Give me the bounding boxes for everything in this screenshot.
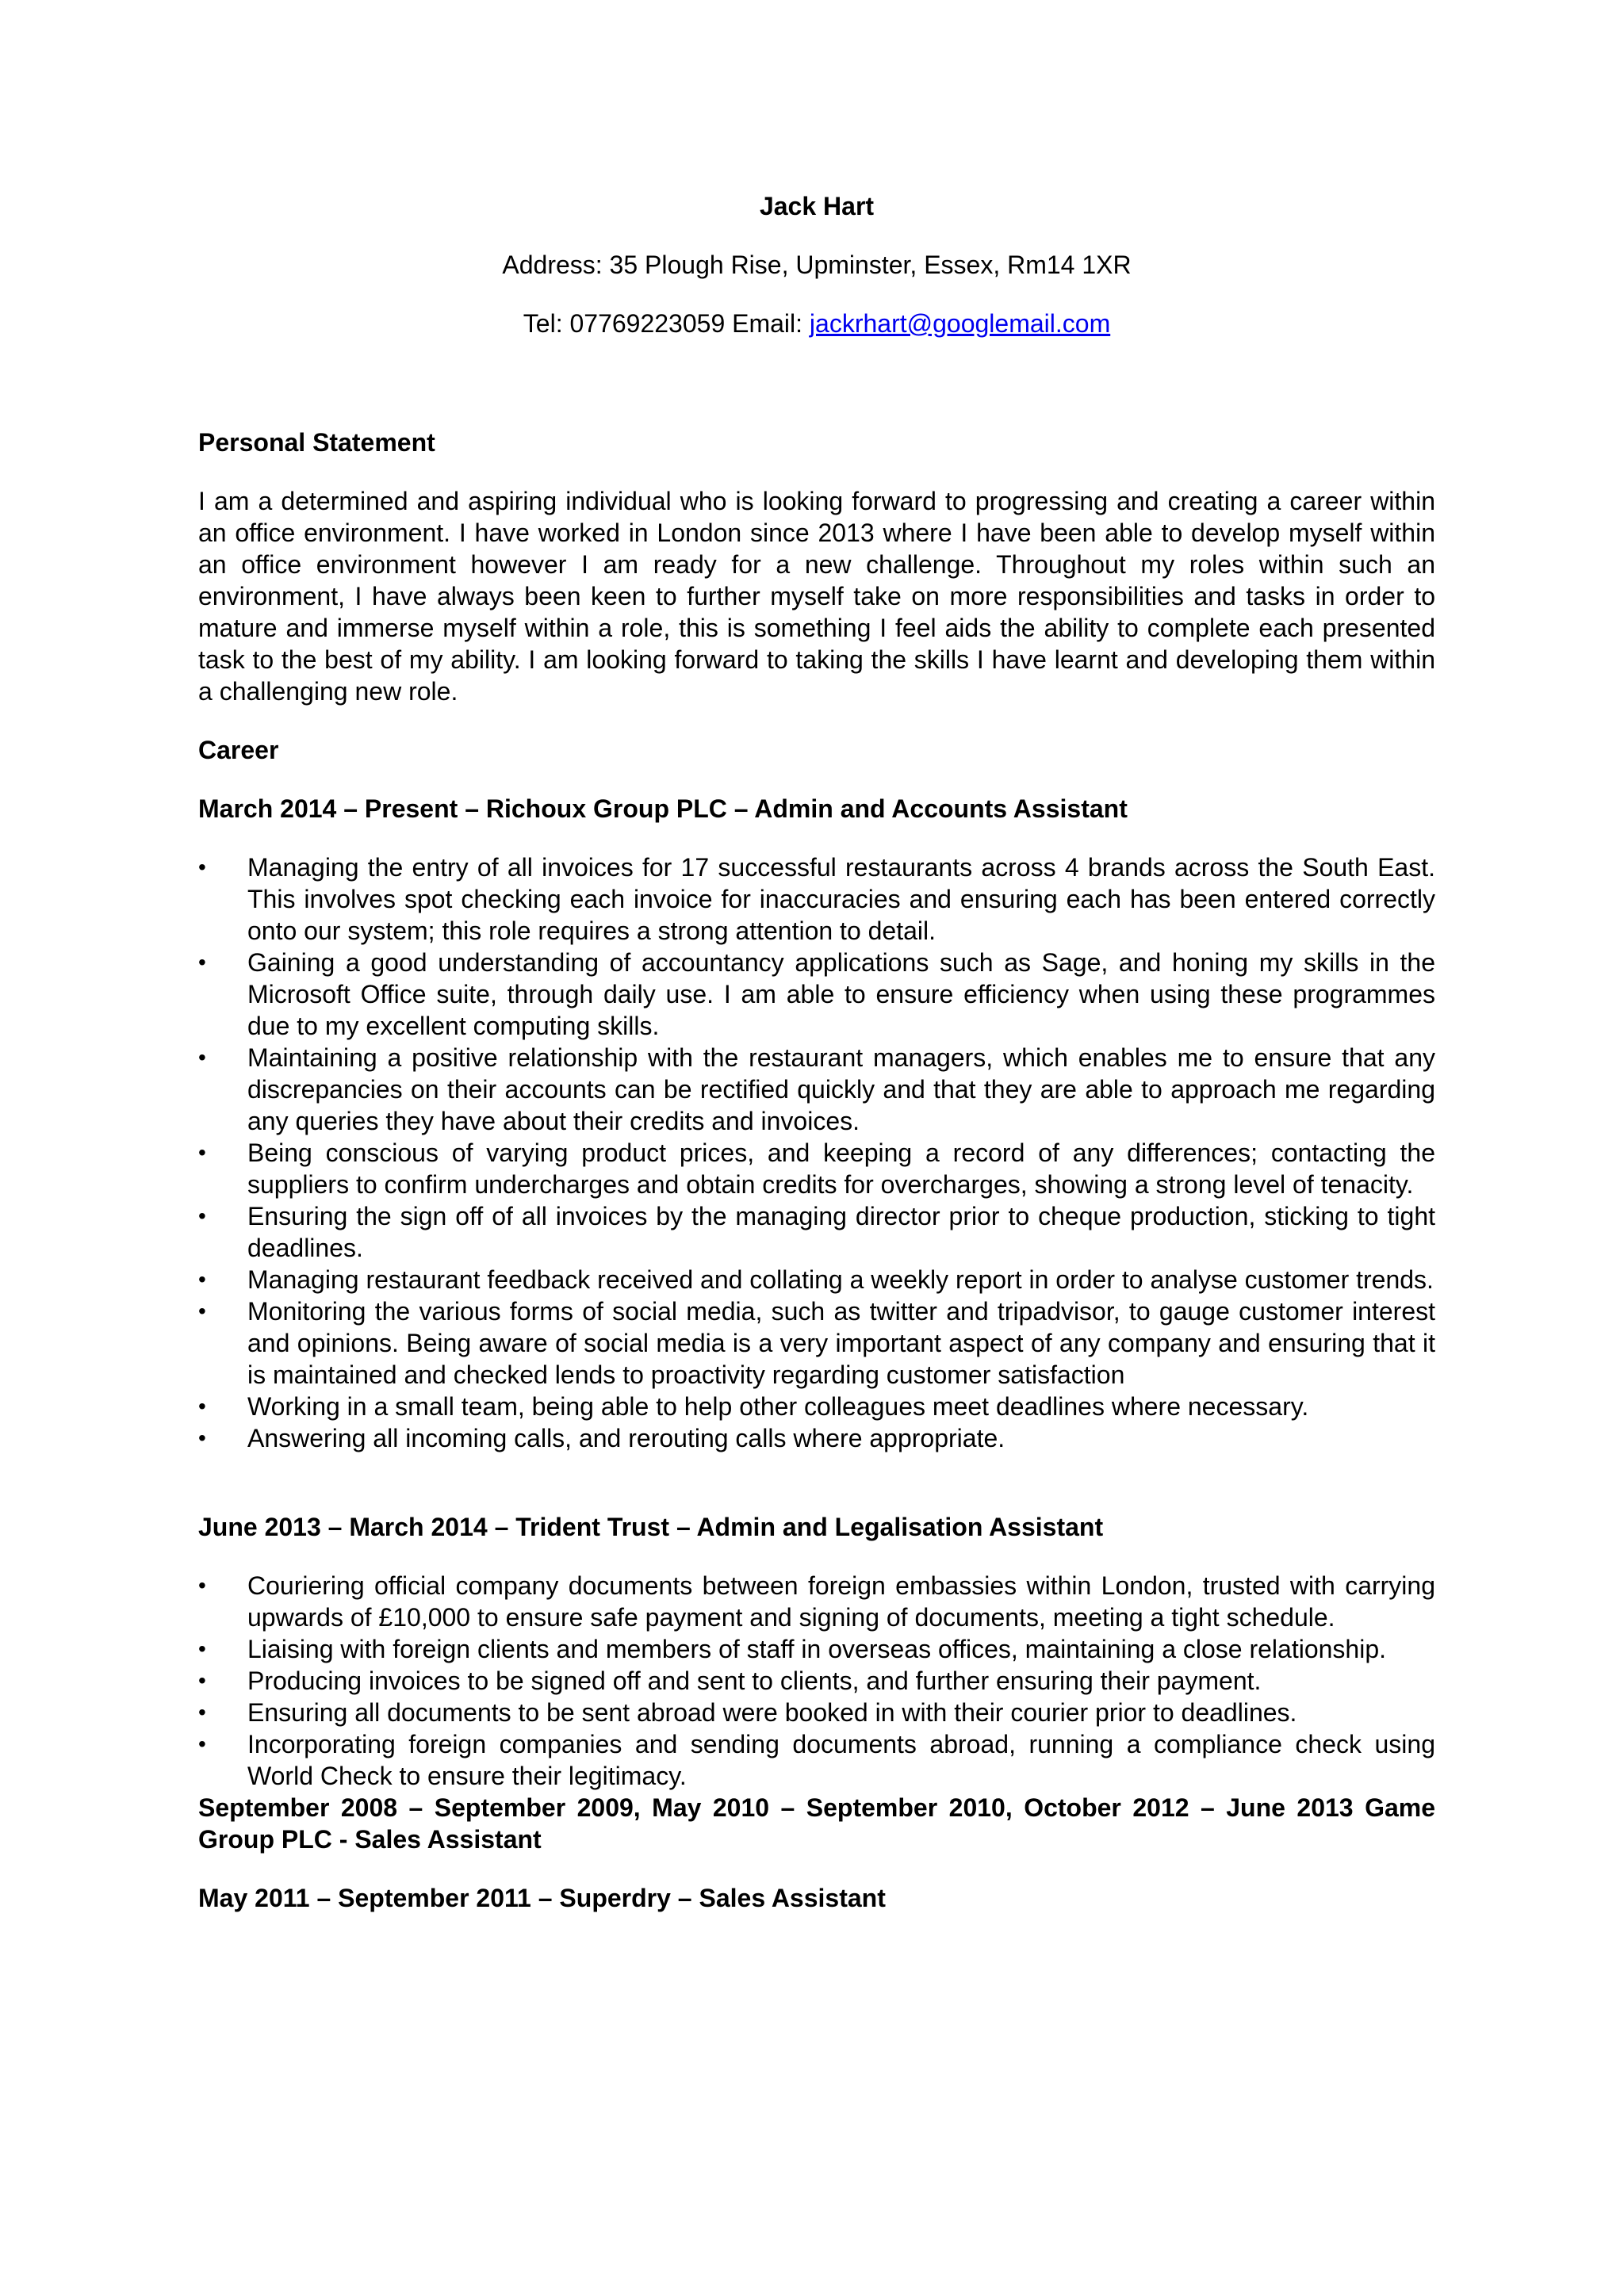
job-title-richoux: March 2014 – Present – Richoux Group PLC – Admin and Accounts Assistant [198,794,1128,823]
list-item: • Ensuring all documents to be sent abroad were booked in with their courier prior to deadlines. [198,1697,1435,1728]
list-item: • Monitoring the various forms of social media, such as twitter and tripadvisor, to gauge customer interest and opinions. Being aware of social media is a very important aspect of any company and ensuring that it is maintained and checked lends to proactivity regarding customer satisfaction [198,1295,1435,1391]
contact-line [198,308,1435,339]
personal-statement-text: I am a determined and aspiring individual who is looking forward to progressing and creating a career within an office environment. I have worked in London since 2013 where I have been able to develop myself within an office environment however I am ready for a new challenge. Throughout my roles within such an environment, I have always been keen to further myself take on more responsibilities and tasks in order to mature and immerse myself within a role, this is something I feel aids the ability to complete each presented task to the best of my ability. I am looking forward to taking the skills I have learnt and developing them within a challenging new role. [198,487,1435,706]
tel-label: Tel: 07769223059 Email: [523,309,810,338]
email-link[interactable]: jackrhart@googlemail.com [809,309,1111,338]
list-item: • Couriering official company documents between foreign embassies within London, trusted with carrying upwards of £10,000 to ensure safe payment and signing of documents, meeting a tight schedule. [198,1570,1435,1633]
list-item: • Gaining a good understanding of accountancy applications such as Sage, and honing my skills in the Microsoft Office suite, through daily use. I am able to ensure efficiency when using these programmes due to my excellent computing skills. [198,947,1435,1042]
list-item: • Incorporating foreign companies and sending documents abroad, running a compliance check using World Check to ensure their legitimacy. [198,1728,1435,1792]
list-item: • Managing restaurant feedback received and collating a weekly report in order to analyse customer trends. [198,1264,1435,1295]
job-bullets-trident [198,1570,1435,1792]
candidate-name: Jack Hart [759,192,875,220]
job-title-superdry: May 2011 – September 2011 – Superdry – Sales Assistant [198,1884,886,1912]
address-line: Address: 35 Plough Rise, Upminster, Essex, Rm14 1XR [502,251,1132,279]
list-item: • Being conscious of varying product prices, and keeping a record of any differences; contacting the suppliers to confirm undercharges and obtain credits for overcharges, showing a strong level of tenacity. [198,1137,1435,1200]
list-item: • Ensuring the sign off of all invoices by the managing director prior to cheque production, sticking to tight deadlines. [198,1200,1435,1264]
career-heading: Career [198,736,279,764]
job-title-trident: June 2013 – March 2014 – Trident Trust – Admin and Legalisation Assistant [198,1513,1104,1541]
list-item: • Managing the entry of all invoices for 17 successful restaurants across 4 brands across the South East. This involves spot checking each invoice for inaccuracies and ensuring each has been entered correctly onto our system; this role requires a strong attention to detail. [198,851,1435,947]
list-item: • Answering all incoming calls, and rerouting calls where appropriate. [198,1422,1435,1454]
cv-page [198,190,1435,1914]
job-title-game-group: September 2008 – September 2009, May 2010 – September 2010, October 2012 – June 2013 Game Group PLC - Sales Assistant [198,1793,1435,1854]
list-item: • Producing invoices to be signed off and sent to clients, and further ensuring their payment. [198,1665,1435,1697]
list-item: • Working in a small team, being able to help other colleagues meet deadlines where necessary. [198,1391,1435,1422]
job-bullets-richoux [198,851,1435,1454]
personal-statement-heading: Personal Statement [198,428,435,457]
list-item: • Liaising with foreign clients and members of staff in overseas offices, maintaining a close relationship. [198,1633,1435,1665]
list-item: • Maintaining a positive relationship with the restaurant managers, which enables me to ensure that any discrepancies on their accounts can be rectified quickly and that they are able to approach me regarding any queries they have about their credits and invoices. [198,1042,1435,1137]
